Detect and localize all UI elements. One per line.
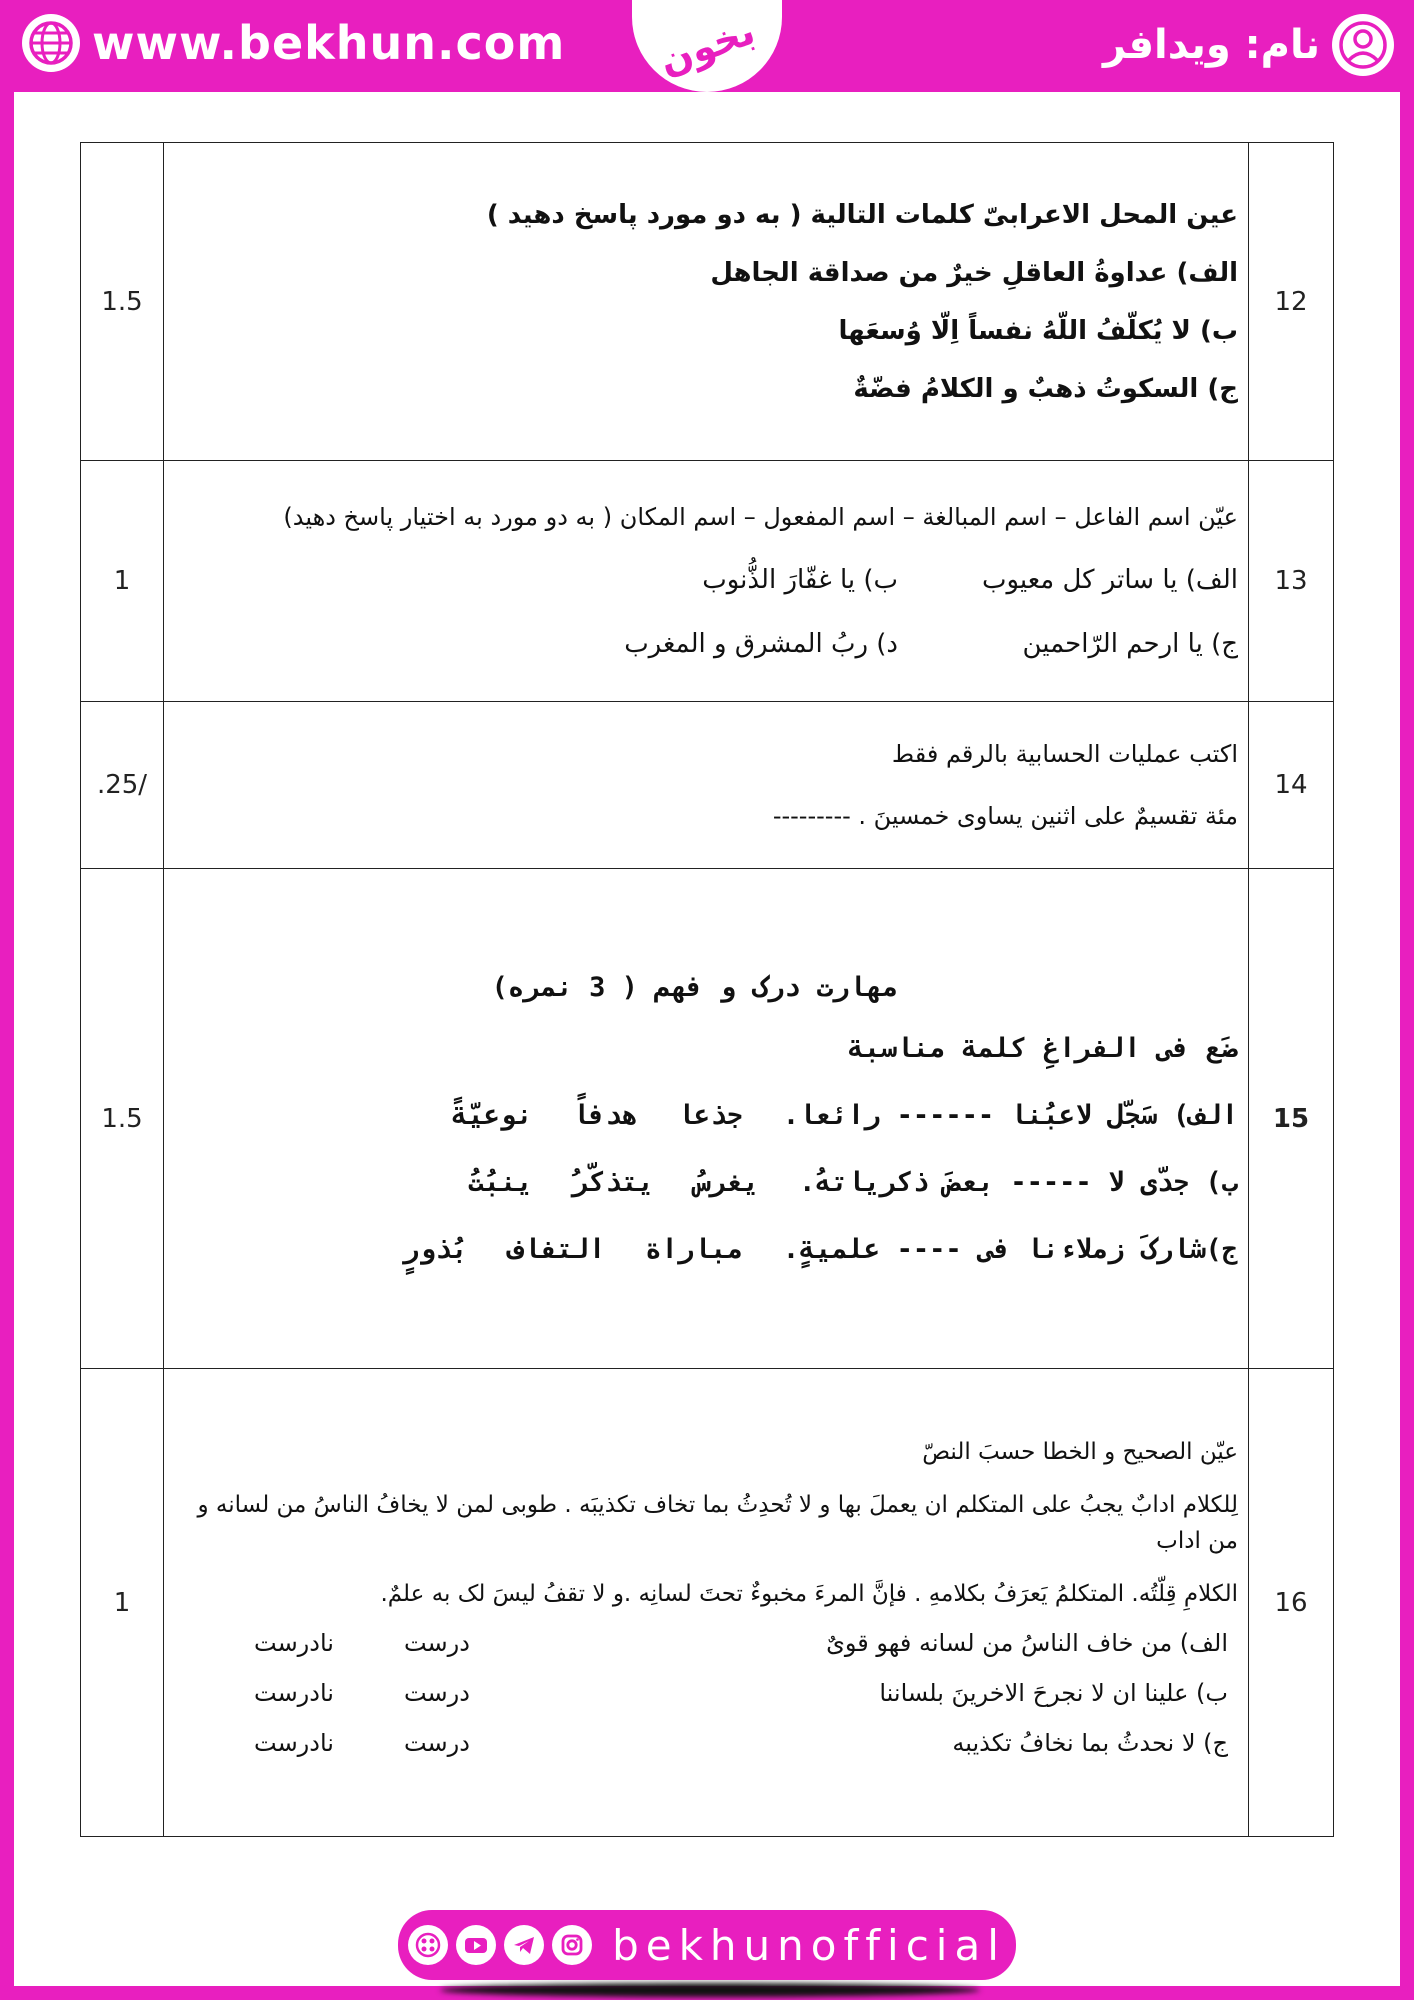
question-item: الف) عداوةُ العاقلِ خیرٌ من صداقة الجاهل xyxy=(710,257,1238,288)
question-row-12 xyxy=(81,143,1334,461)
telegram-icon[interactable] xyxy=(504,1925,544,1965)
question-score: /25. xyxy=(81,702,164,869)
fill-item: الف) سَجّل لاعبُنا ------ رائعا. جذعا هدفاً نوعیّةً xyxy=(451,1100,1238,1131)
question-row-13 xyxy=(81,461,1334,702)
question-body xyxy=(164,702,1249,869)
question-instruction: عیّن اسم الفاعل – اسم المبالغة – اسم المفعول – اسم المکان ( به دو مورد به اختیار پاسخ دهید) xyxy=(283,503,1238,531)
website-header xyxy=(22,14,565,72)
option: هدفاً xyxy=(572,1100,638,1131)
false-option: نادرست xyxy=(254,1678,334,1707)
question-number: 14 xyxy=(1249,702,1334,869)
fill-item: ج)شارکَ زملاءنا فی ---- علمیةٍ. مباراة التفاف بُذورٍ xyxy=(402,1234,1238,1265)
passage: الکلامِ قِلّتُه. المتکلمُ یَعرَفُ بکلامهِ . فإنَّ المرءَ مخبوءٌ تحتَ لسانِه .و لا تقفُ لیسَ لک به علمٌ. xyxy=(380,1580,1238,1607)
question-score: 1 xyxy=(81,461,164,702)
question-item: ج) یا ارحم الرّاحمین د) ربُ المشرق و المغرب xyxy=(624,629,1238,659)
question-instruction: عیّن الصحیح و الخطا حسبَ النصّ xyxy=(922,1438,1238,1465)
option: مباراة xyxy=(645,1234,743,1265)
youtube-icon[interactable] xyxy=(456,1925,496,1965)
student-name-header xyxy=(1103,14,1394,76)
brand-logo xyxy=(632,0,782,92)
question-row-15 xyxy=(81,869,1334,1369)
tf-statement: ج) لا نحدثُ بما نخافُ تکذیبه درست نادرست xyxy=(254,1728,1228,1757)
passage: لِلکلام ادابٌ یجبُ علی المتکلم ان یعملَ بها و لا تُحدِثُ بما تخاف تکذیبَه . طوبی لمن لا یخافُ الناسُ من لسانه و من اداب xyxy=(197,1491,1238,1554)
question-number: 15 xyxy=(1249,869,1334,1369)
option: یغرسُ xyxy=(694,1167,760,1198)
option: جذعا xyxy=(677,1100,743,1131)
question-instruction: ضَع فی الفراغِ کلمة مناسبة xyxy=(847,1033,1238,1064)
user-icon xyxy=(1332,14,1394,76)
tf-statement: الف) من خاف الناسُ من لسانه فهو قویٌ درست نادرست xyxy=(254,1628,1228,1657)
fill-item: ب) جدّی لا ----- بعضَ ذکریاتهُ. یغرسُ یتذکّرُ ینبُتُ xyxy=(467,1167,1238,1198)
option: التفاف xyxy=(507,1234,606,1265)
question-score: 1.5 xyxy=(81,869,164,1369)
question-body xyxy=(164,1369,1249,1837)
true-option: درست xyxy=(403,1678,470,1707)
option: یتذکّرُ xyxy=(572,1167,655,1198)
question-number: 16 xyxy=(1249,1369,1334,1837)
question-number: 13 xyxy=(1249,461,1334,702)
footer-shadow xyxy=(440,1983,980,1997)
option: بُذورٍ xyxy=(402,1234,468,1265)
question-text: مئة تقسیمٌ علی اثنین یساوی خمسینَ . --------- xyxy=(772,802,1238,830)
question-item: الف) یا ساتر کل معیوب ب) یا غفّارَ الذُّنوب xyxy=(702,565,1238,595)
option: ینبُتُ xyxy=(467,1167,533,1198)
false-option: نادرست xyxy=(254,1728,334,1757)
question-row-14 xyxy=(81,702,1334,869)
question-item: ب) لا یُکلّفُ اللّهُ نفساً اِلّا وُسعَها xyxy=(838,315,1238,346)
aparat-icon[interactable] xyxy=(408,1925,448,1965)
question-score: 1 xyxy=(81,1369,164,1837)
true-option: درست xyxy=(403,1728,470,1757)
question-number: 12 xyxy=(1249,143,1334,461)
question-score: 1.5 xyxy=(81,143,164,461)
logo-text: بخون xyxy=(653,8,761,84)
social-footer xyxy=(398,1910,1016,1980)
question-instruction: عین المحل الاعرابیّ کلمات التالیة ( به دو مورد پاسخ دهید ) xyxy=(486,199,1238,230)
question-item: ج) السکوتُ ذهبٌ و الکلامُ فضّةٌ xyxy=(853,373,1238,404)
option: نوعیّةً xyxy=(451,1100,533,1131)
true-option: درست xyxy=(403,1628,470,1657)
questions-table xyxy=(80,142,1334,1837)
student-name: نام: ویدافر xyxy=(1102,22,1320,68)
instagram-icon[interactable] xyxy=(552,1925,592,1965)
tf-statement: ب) علینا ان لا نجرحَ الاخرینَ بلساننا درست نادرست xyxy=(254,1678,1228,1707)
question-instruction: اکتب عملیات الحسابیة بالرقم فقط xyxy=(891,740,1238,768)
question-body xyxy=(164,461,1249,702)
question-body xyxy=(164,143,1249,461)
social-handle[interactable]: bekhunofficial xyxy=(612,1920,1006,1970)
website-url[interactable]: www.bekhun.com xyxy=(92,16,566,70)
question-row-16 xyxy=(81,1369,1334,1837)
question-body xyxy=(164,869,1249,1369)
section-title: مهارت درک و فهم ( 3 نمره) xyxy=(491,972,898,1003)
false-option: نادرست xyxy=(254,1628,334,1657)
globe-icon xyxy=(22,14,80,72)
